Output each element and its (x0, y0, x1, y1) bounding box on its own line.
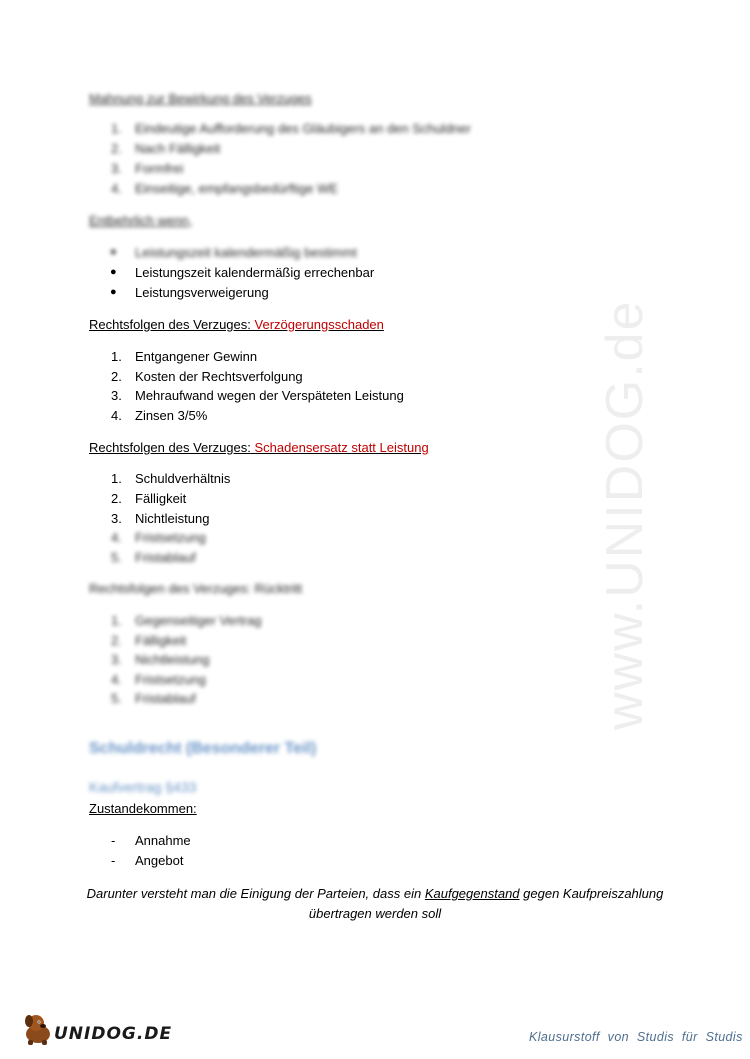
mahnung-heading: Mahnung zur Bewirkung des Verzuges (89, 91, 312, 106)
mahnung-list: 1. Eindeutige Aufforderung des Gläubigers an den Schuldner 2. Nach Fälligkeit 3. Formfrei 4. Einseitige, empfangsbedürftige WE (111, 121, 471, 196)
subsection-heading: Kaufvertrag §433 (89, 779, 197, 795)
ruecktritt-heading: Rechtsfolgen des Verzuges: Rücktritt (89, 581, 303, 596)
unidog-logo: UNIDOG.DE (54, 1024, 173, 1044)
watermark: www.UNIDOG.de (596, 299, 654, 730)
footer-tagline: Klausurstoff von Studis für Studis (529, 1030, 743, 1044)
definition-note: Darunter versteht man die Einigung der Parteien, dass ein Kaufgegenstand gegen Kaufpreiszahlung übertragen werden soll (86, 886, 664, 921)
schadensersatz-heading: Rechtsfolgen des Verzuges: Schadensersatz statt Leistung (89, 440, 429, 455)
zustande-label: Zustandekommen: (89, 801, 197, 816)
section-heading: Schuldrecht (Besonderer Teil) (89, 740, 317, 757)
dog-logo-icon (20, 1012, 56, 1046)
zustande-list: - Annahme - Angebot (111, 833, 191, 868)
schadensersatz-list: 1. Schuldverhältnis 2. Fälligkeit 3. Nichtleistung 4. Fristsetzung 5. Fristablauf (111, 471, 231, 565)
entbehrlich-list: ● Leistungszeit kalendermäßig bestimmt ● Leistungszeit kalendermäßig errechenbar ● Leistungsverweigerung (110, 245, 375, 300)
verzoegerung-list: 1. Entgangener Gewinn 2. Kosten der Rechtsverfolgung 3. Mehraufwand wegen der Verspäteten Leistung 4. Zinsen 3/5% (111, 349, 404, 423)
ruecktritt-list: 1. Gegenseitiger Vertrag 2. Fälligkeit 3. Nichtleistung 4. Fristsetzung 5. Fristablauf (111, 613, 262, 706)
verzoegerung-heading: Rechtsfolgen des Verzuges: Verzögerungsschaden (89, 317, 384, 332)
entbehrlich-heading: Entbehrlich wenn, (89, 213, 193, 228)
